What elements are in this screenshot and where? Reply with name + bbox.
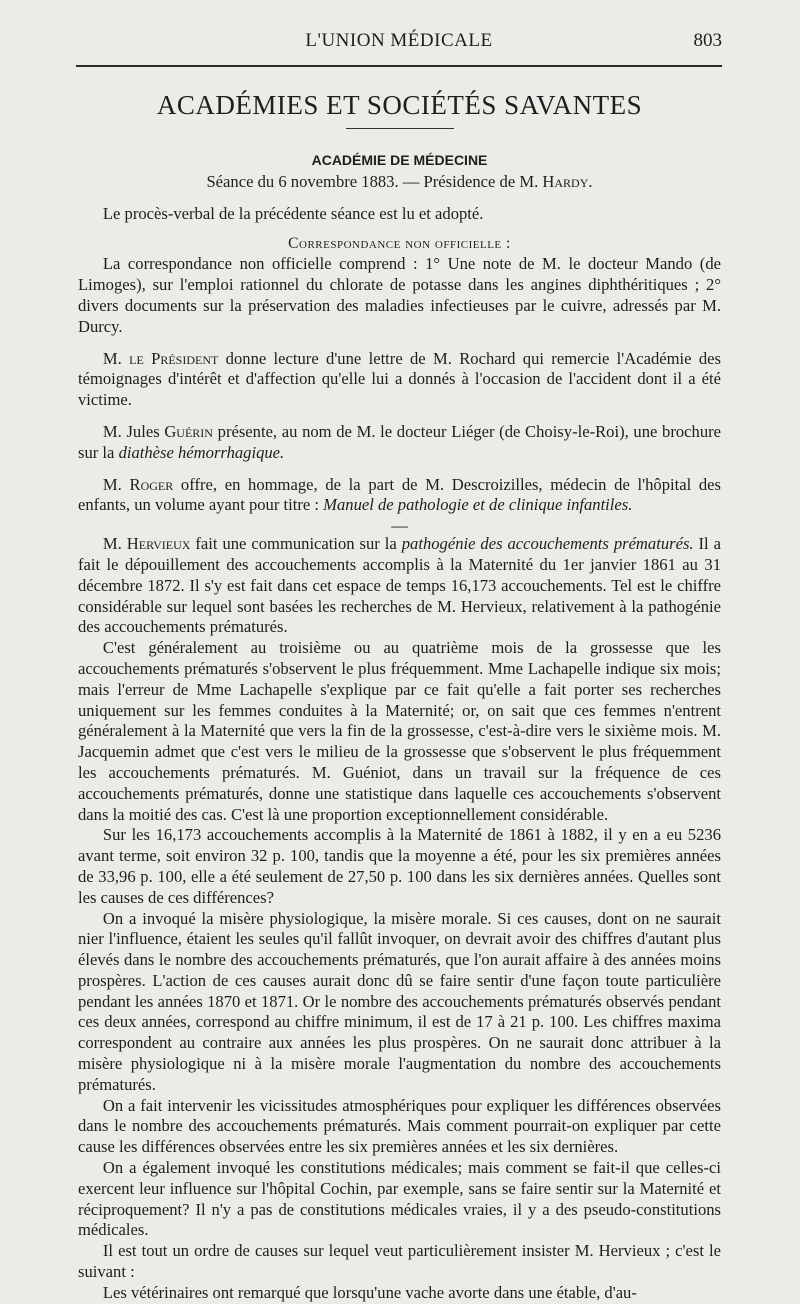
paragraph-roger [78, 475, 721, 517]
paragraph-correspondence: La correspondance non officielle comprend : 1° Une note de M. le docteur Mando (de Limoges), sur l'emploi rationnel du chlorate de potasse dans les angines diphthéritiques ; 2° divers documents sur la préservation des maladies infectieuses par le cuivre, adressés par M. Durcy. [78, 254, 721, 336]
paragraph-constitutions: On a également invoqué les constitutions médicales; mais comment se fait-il que celles-ci exercent leur influence sur l'hôpital Cochin, par exemple, sans se faire sentir sur la Maternité et réciproquement? Il n'y a pas de constitutions médicales vraies, il y a des pseudo-constitutions médicales. [78, 1158, 721, 1240]
speaker-name: le Président [129, 348, 219, 368]
communication-title: pathogénie des accouchements prématurés. [401, 534, 694, 554]
section-title: ACADÉMIES ET SOCIÉTÉS SAVANTES [156, 90, 643, 120]
title-rule [346, 128, 454, 129]
session-text: Séance du 6 novembre 1883. — Présidence de M. [206, 172, 543, 191]
correspondence-heading: Correspondance non officielle : [288, 234, 511, 252]
minutes-paragraph: Le procès-verbal de la précédente séance est lu et adopté. [102, 203, 484, 223]
text-run: Il a fait le dépouillement des accouchements accomplis à la Maternité du 1er janvier 1861 au 31 décembre 1872. Il s'y est fait dans cet espace de temps 16,173 accouchements. Tel est le chiffre considérable sur lequel sont basées les recherches de M. Hervieux, relativement à la pathogénie des accouchements prématurés. [78, 534, 721, 637]
president-name: Hardy [542, 172, 589, 191]
academy-heading: ACADÉMIE DE MÉDECINE [311, 152, 488, 168]
speaker-name: Hervieux [126, 534, 191, 554]
text-run: offre, en hommage, de la part de M. Descroizilles, médecin de l'hôpital des enfants, un volume ayant pour titre : [78, 474, 721, 515]
running-head [76, 30, 722, 60]
book-title: Manuel de pathologie et de clinique infantiles. [323, 495, 633, 515]
header-rule [76, 65, 722, 67]
paragraph-causes: Il est tout un ordre de causes sur lequel veut particulièrement insister M. Hervieux ; c'est le suivant : [78, 1241, 721, 1282]
text-run: M. [102, 534, 127, 554]
speaker-name: Roger [129, 474, 174, 494]
speaker-name: Guérin [164, 421, 213, 441]
paragraph-frequency: C'est généralement au troisième ou au quatrième mois de la grossesse que les accouchements prématurés s'observent le plus fréquemment. Mme Lachapelle indique six mois; mais l'erreur de Mme Lachapelle s'explique par ce fait qu'elle a fait porter ses recherches uniquement sur les femmes conduites à la Maternité; or, on sait que ces femmes n'entrent généralement à la Maternité que vers la fin de la grossesse, c'est-à-dire vers le sixième mois. M. Jacquemin admet que c'est vers le milieu de la grossesse que s'observent le plus fréquemment les accouchements prématurés. M. Guéniot, dans un travail sur la fréquence de ces accouchements prématurés, donne une statistique dans laquelle ces accouchements s'observent dans la moitié des cas. C'est là une proportion exceptionnellement considérable. [78, 638, 721, 824]
paragraph-president [78, 349, 721, 411]
page-number: 803 [693, 30, 722, 51]
session-line [78, 172, 721, 193]
text-run: M. Jules [102, 421, 165, 441]
text-run: fait une communication sur la [190, 534, 402, 554]
paragraph-hervieux [78, 534, 721, 638]
text-run: M. [102, 474, 130, 494]
session-end: . [588, 172, 593, 191]
running-title: L'UNION MÉDICALE [305, 30, 493, 51]
article-body [78, 90, 721, 1304]
text-run: M. [102, 348, 130, 368]
text-run: donne lecture d'une lettre de M. Rochard qui remercie l'Académie des témoignages d'intérêt et d'affection qu'elle lui a donnés à l'occasion de l'accident dont il a été victime. [78, 348, 721, 410]
paragraph-statistics: Sur les 16,173 accouchements accomplis à la Maternité de 1861 à 1882, il y en a eu 5236 avant terme, soit environ 32 p. 100, tandis que la moyenne a été, pour les six premières années de 33,96 p. 100, elle a été seulement de 27,50 p. 100 dans les six dernières années. Quelles sont les causes de ces différences? [78, 825, 721, 907]
text-run: présente, au nom de M. le docteur Liéger (de Choisy-le-Roi), une brochure sur la [78, 421, 722, 462]
paragraph-misery: On a invoqué la misère physiologique, la misère morale. Si ces causes, dont on ne saurait nier l'influence, étaient les seules qu'il fallût invoquer, on devrait avoir des chiffres d'autant plus élevés dans le nombre des accouchements prématurés, que l'on aurait affaire à des années moins prospères. L'action de ces causes aurait donc dû se faire sentir d'une façon toute particulière pendant les années 1870 et 1871. Or le nombre des accouchements prématurés observés pendant ces deux années, correspond au chiffre minimum, il est de 17 à 21 p. 100. Les chiffres maxima correspondent au contraire aux années les plus prospères. On ne saurait donc attribuer à la misère physiologique ni à la misère morale l'augmentation du nombre des accouchements prématurés. [78, 908, 721, 1094]
book-title: diathèse hémorrhagique. [118, 442, 285, 462]
paragraph-veterinary: Les vétérinaires ont remarqué que lorsqu'une vache avorte dans une étable, d'au- [102, 1282, 637, 1302]
section-divider: — [391, 516, 408, 536]
paragraph-atmospheric: On a fait intervenir les vicissitudes atmosphériques pour expliquer les différences observées dans le nombre des accouchements prématurés. Mais comment pourrait-on expliquer par cette cause les différences observées entre les six premières années et les six dernières. [78, 1095, 721, 1157]
paragraph-guerin [78, 422, 721, 464]
